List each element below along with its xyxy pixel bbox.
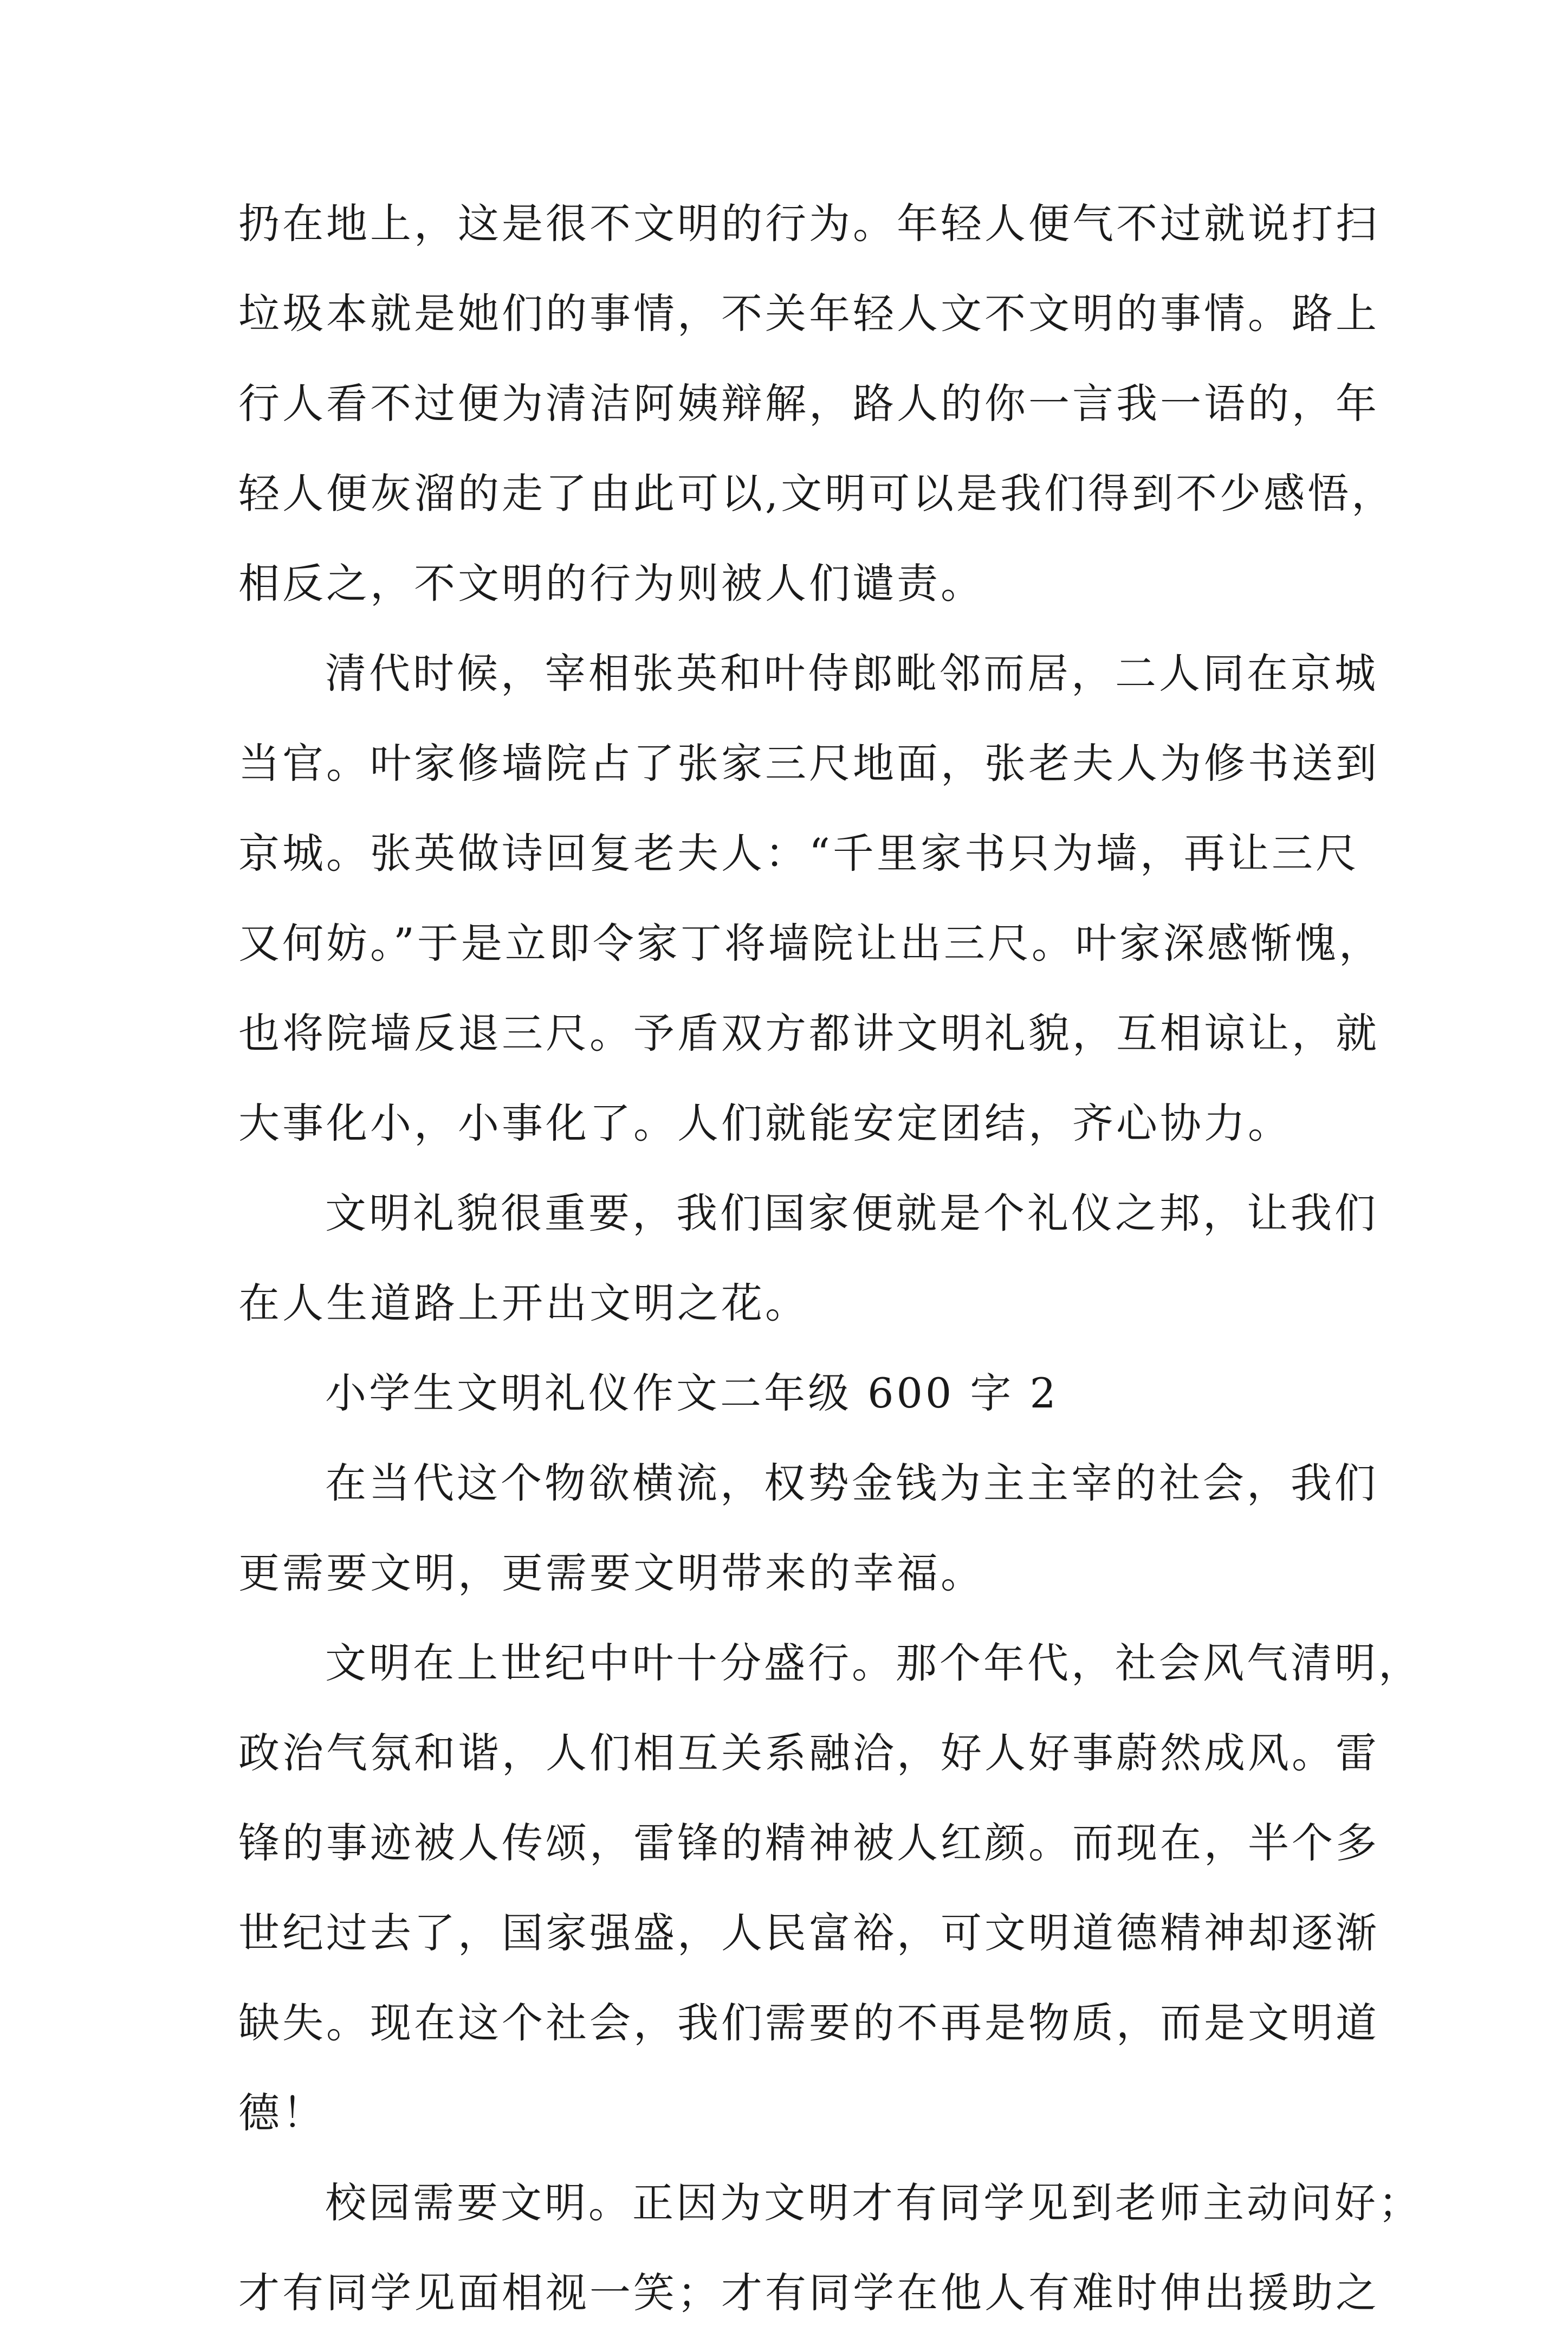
text-line: 政治气氛和谐，人们相互关系融洽，好人好事蔚然成风。雷 (238, 1729, 1379, 1777)
text-line: 世纪过去了，国家强盛，人民富裕，可文明道德精神却逐渐 (238, 1909, 1379, 1957)
text-line: 在人生道路上开出文明之花。 (238, 1279, 809, 1327)
document-body (238, 179, 1422, 2338)
paragraph-start-line: 文明礼貌很重要，我们国家便就是个礼仪之邦，让我们 (325, 1189, 1378, 1237)
text-line: 才有同学见面相视一笑；才有同学在他人有难时伸出援助之 (238, 2269, 1379, 2317)
text-line: 锋的事迹被人传颂，雷锋的精神被人红颜。而现在，半个多 (238, 1819, 1379, 1867)
text-line: 又何妨。”于是立即令家丁将墙院让出三尺。叶家深感惭愧， (238, 919, 1383, 967)
text-line: 当官。叶家修墙院占了张家三尺地面，张老夫人为修书送到 (238, 739, 1379, 787)
text-line: 垃圾本就是她们的事情，不关年轻人文不文明的事情。路上 (238, 289, 1379, 338)
paragraph-start-line: 清代时候，宰相张英和叶侍郎毗邻而居，二人同在京城 (325, 649, 1378, 697)
text-line: 相反之，不文明的行为则被人们谴责。 (238, 559, 984, 608)
text-line: 大事化小，小事化了。人们就能安定团结，齐心协力。 (238, 1099, 1292, 1147)
text-line: 更需要文明，更需要文明带来的幸福。 (238, 1549, 984, 1597)
paragraph-start-line: 在当代这个物欲横流，权势金钱为主主宰的社会，我们 (325, 1459, 1378, 1507)
text-line: 德！ (238, 2089, 326, 2137)
section-heading: 小学生文明礼仪作文二年级 600 字 2 (325, 1369, 1059, 1417)
text-line: 扔在地上，这是很不文明的行为。年轻人便气不过就说打扫 (238, 199, 1379, 248)
paragraph-start-line: 文明在上世纪中叶十分盛行。那个年代，社会风气清明， (325, 1639, 1422, 1687)
text-line: 京城。张英做诗回复老夫人：“千里家书只为墙，再让三尺 (238, 829, 1359, 877)
text-line: 缺失。现在这个社会，我们需要的不再是物质，而是文明道 (238, 1999, 1379, 2047)
text-line: 也将院墙反退三尺。予盾双方都讲文明礼貌，互相谅让，就 (238, 1009, 1379, 1057)
text-line: 轻人便灰溜的走了由此可以,文明可以是我们得到不少感悟， (238, 469, 1396, 518)
paragraph-start-line: 校园需要文明。正因为文明才有同学见到老师主动问好； (325, 2179, 1422, 2227)
text-line: 行人看不过便为清洁阿姨辩解，路人的你一言我一语的，年 (238, 379, 1379, 428)
